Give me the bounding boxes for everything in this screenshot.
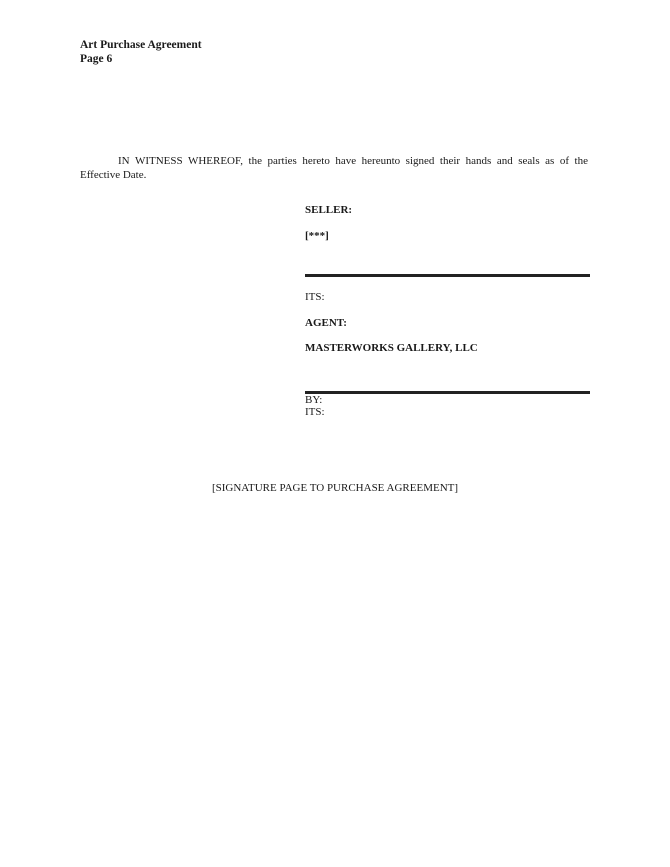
seller-its-label: ITS: (305, 291, 325, 303)
signature-page-caption: [SIGNATURE PAGE TO PURCHASE AGREEMENT] (211, 482, 459, 494)
witness-text: IN WITNESS WHEREOF, the parties hereto have hereunto signed their hands and seals as of the Effective Date. (80, 155, 588, 181)
agent-by-label: BY: (305, 394, 323, 406)
witness-paragraph (80, 155, 588, 182)
agent-name: MASTERWORKS GALLERY, LLC (305, 342, 478, 354)
seller-signature-line (305, 274, 590, 277)
seller-name: [***] (305, 230, 329, 242)
page-number: Page 6 (80, 53, 113, 65)
page-header (80, 38, 202, 66)
agent-label: AGENT: (305, 317, 347, 329)
agent-its-label: ITS: (305, 406, 325, 418)
document-title: Art Purchase Agreement (80, 39, 202, 51)
seller-label: SELLER: (305, 204, 353, 216)
